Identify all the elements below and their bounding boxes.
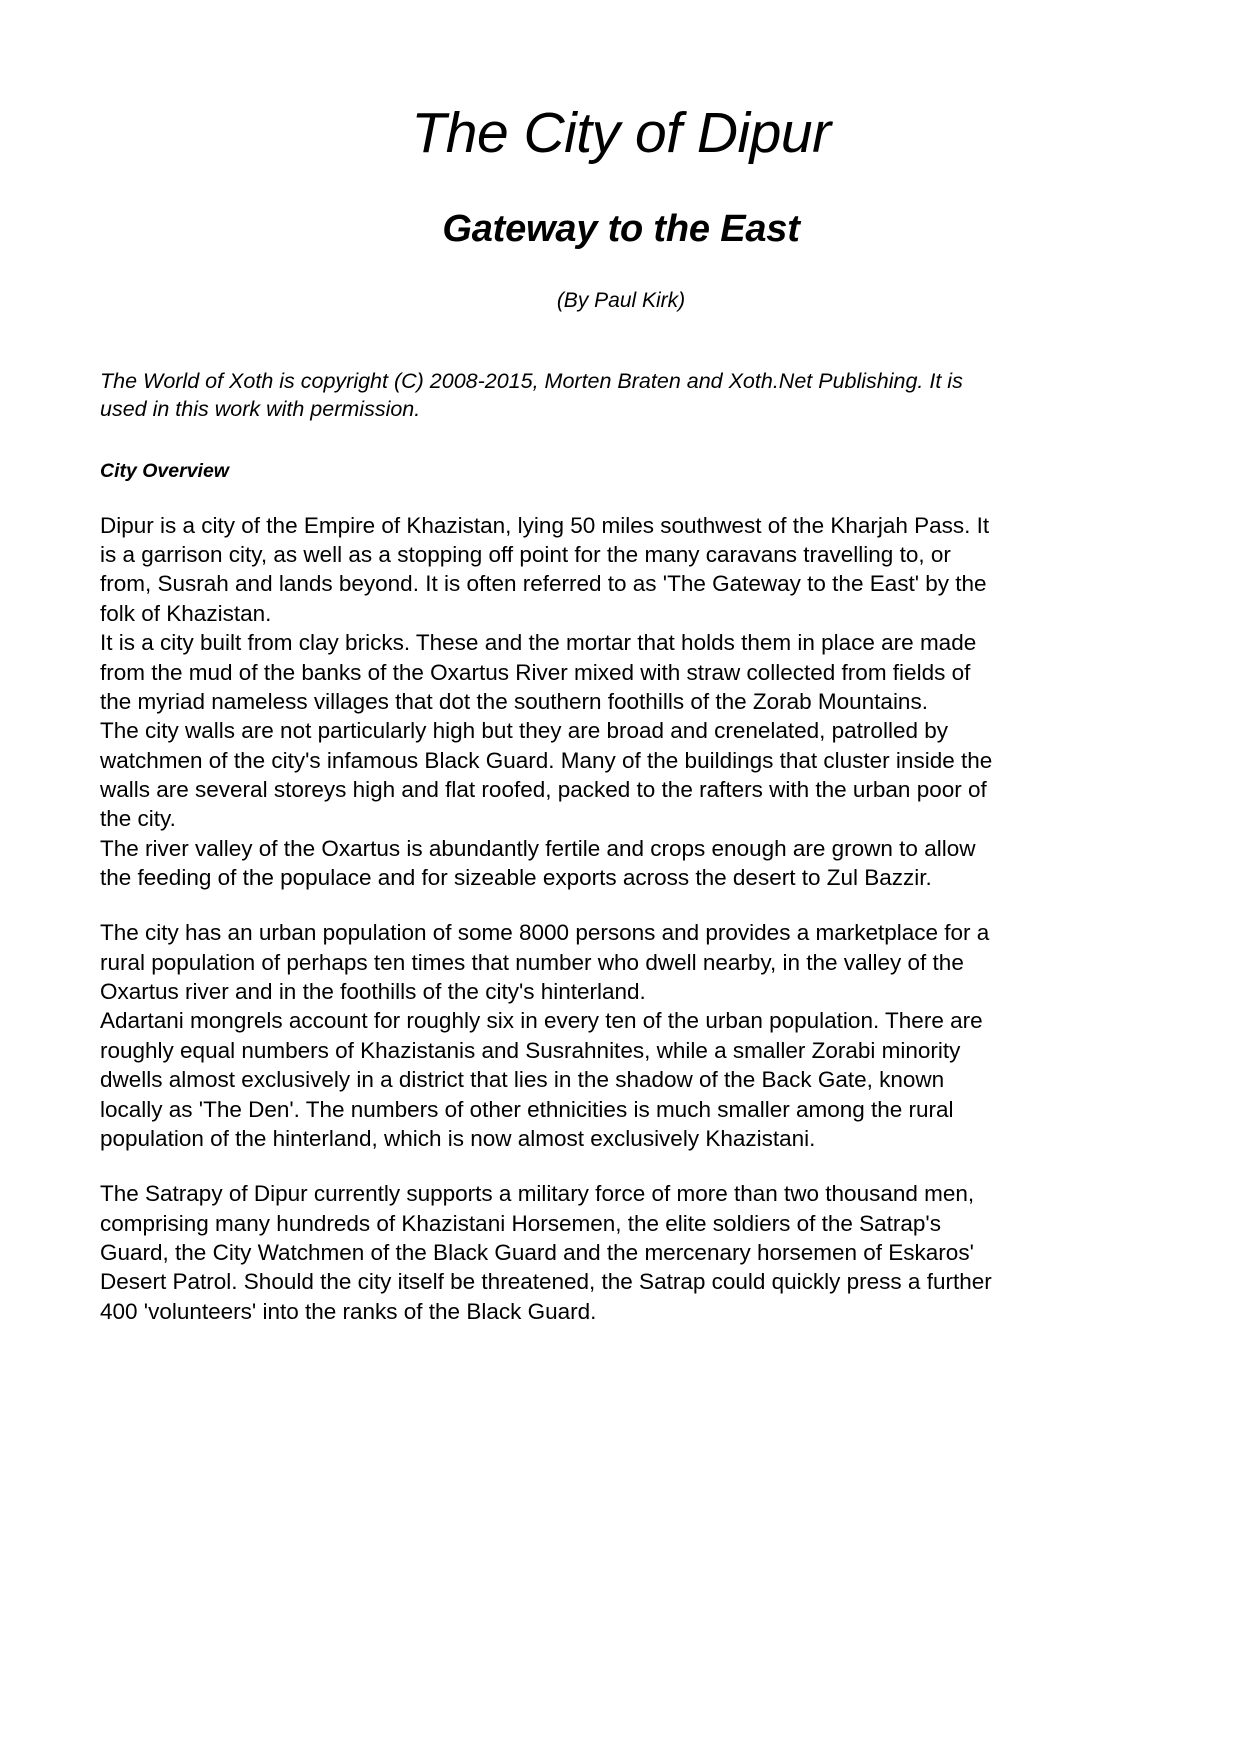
page-subtitle: Gateway to the East	[442, 207, 800, 250]
author-byline: (By Paul Kirk)	[556, 288, 686, 312]
document-content	[100, 0, 1142, 1326]
body-paragraph: The city has an urban population of some 8000 persons and provides a marketplace for a rural population of perhaps ten times that number who dwell nearby, in the valley of the Oxartus river and in the foothills of the city's hinterland. Adartani mongrels account for roughly six in every ten of the urban population. There are roughly equal numbers of Khazistanis and Susrahnites, while a smaller Zorabi minority dwells almost exclusively in a district that lies in the shadow of the Back Gate, known locally as 'The Den'. The numbers of other ethnicities is much smaller among the rural population of the hinterland, which is now almost exclusively Khazistani.	[100, 920, 990, 1151]
section-heading-city-overview: City Overview	[100, 460, 229, 483]
body-paragraph: Dipur is a city of the Empire of Khazistan, lying 50 miles southwest of the Kharjah Pass. It is a garrison city, as well as a stopping off point for the many caravans travelling to, or from, Susrah and lands beyond. It is often referred to as 'The Gateway to the East' by the folk of Khazistan. It is a city built from clay bricks. These and the mortar that holds them in place are made from the mud of the banks of the Oxartus River mixed with straw collected from fields of the myriad nameless villages that dot the southern foothills of the Zorab Mountains. The city walls are not particularly high but they are broad and crenelated, patrolled by watchmen of the city's infamous Black Guard. Many of the buildings that cluster inside the walls are several storeys high and flat roofed, packed to the rafters with the urban poor of the city. The river valley of the Oxartus is abundantly fertile and crops enough are grown to allow the feeding of the populace and for sizeable exports across the desert to Zul Bazzir.	[100, 512, 993, 891]
body-paragraph: The Satrapy of Dipur currently supports a military force of more than two thousand men, comprising many hundreds of Khazistani Horsemen, the elite soldiers of the Satrap's Guard, the City Watchmen of the Black Guard and the mercenary horsemen of Eskaros' Desert Patrol. Should the city itself be threatened, the Satrap could quickly press a further 400 'volunteers' into the ranks of the Black Guard.	[100, 1181, 992, 1324]
copyright-notice: The World of Xoth is copyright (C) 2008-2015, Morten Braten and Xoth.Net Publishing. It is used in this work with permission.	[100, 368, 963, 422]
page-title: The City of Dipur	[411, 101, 831, 165]
